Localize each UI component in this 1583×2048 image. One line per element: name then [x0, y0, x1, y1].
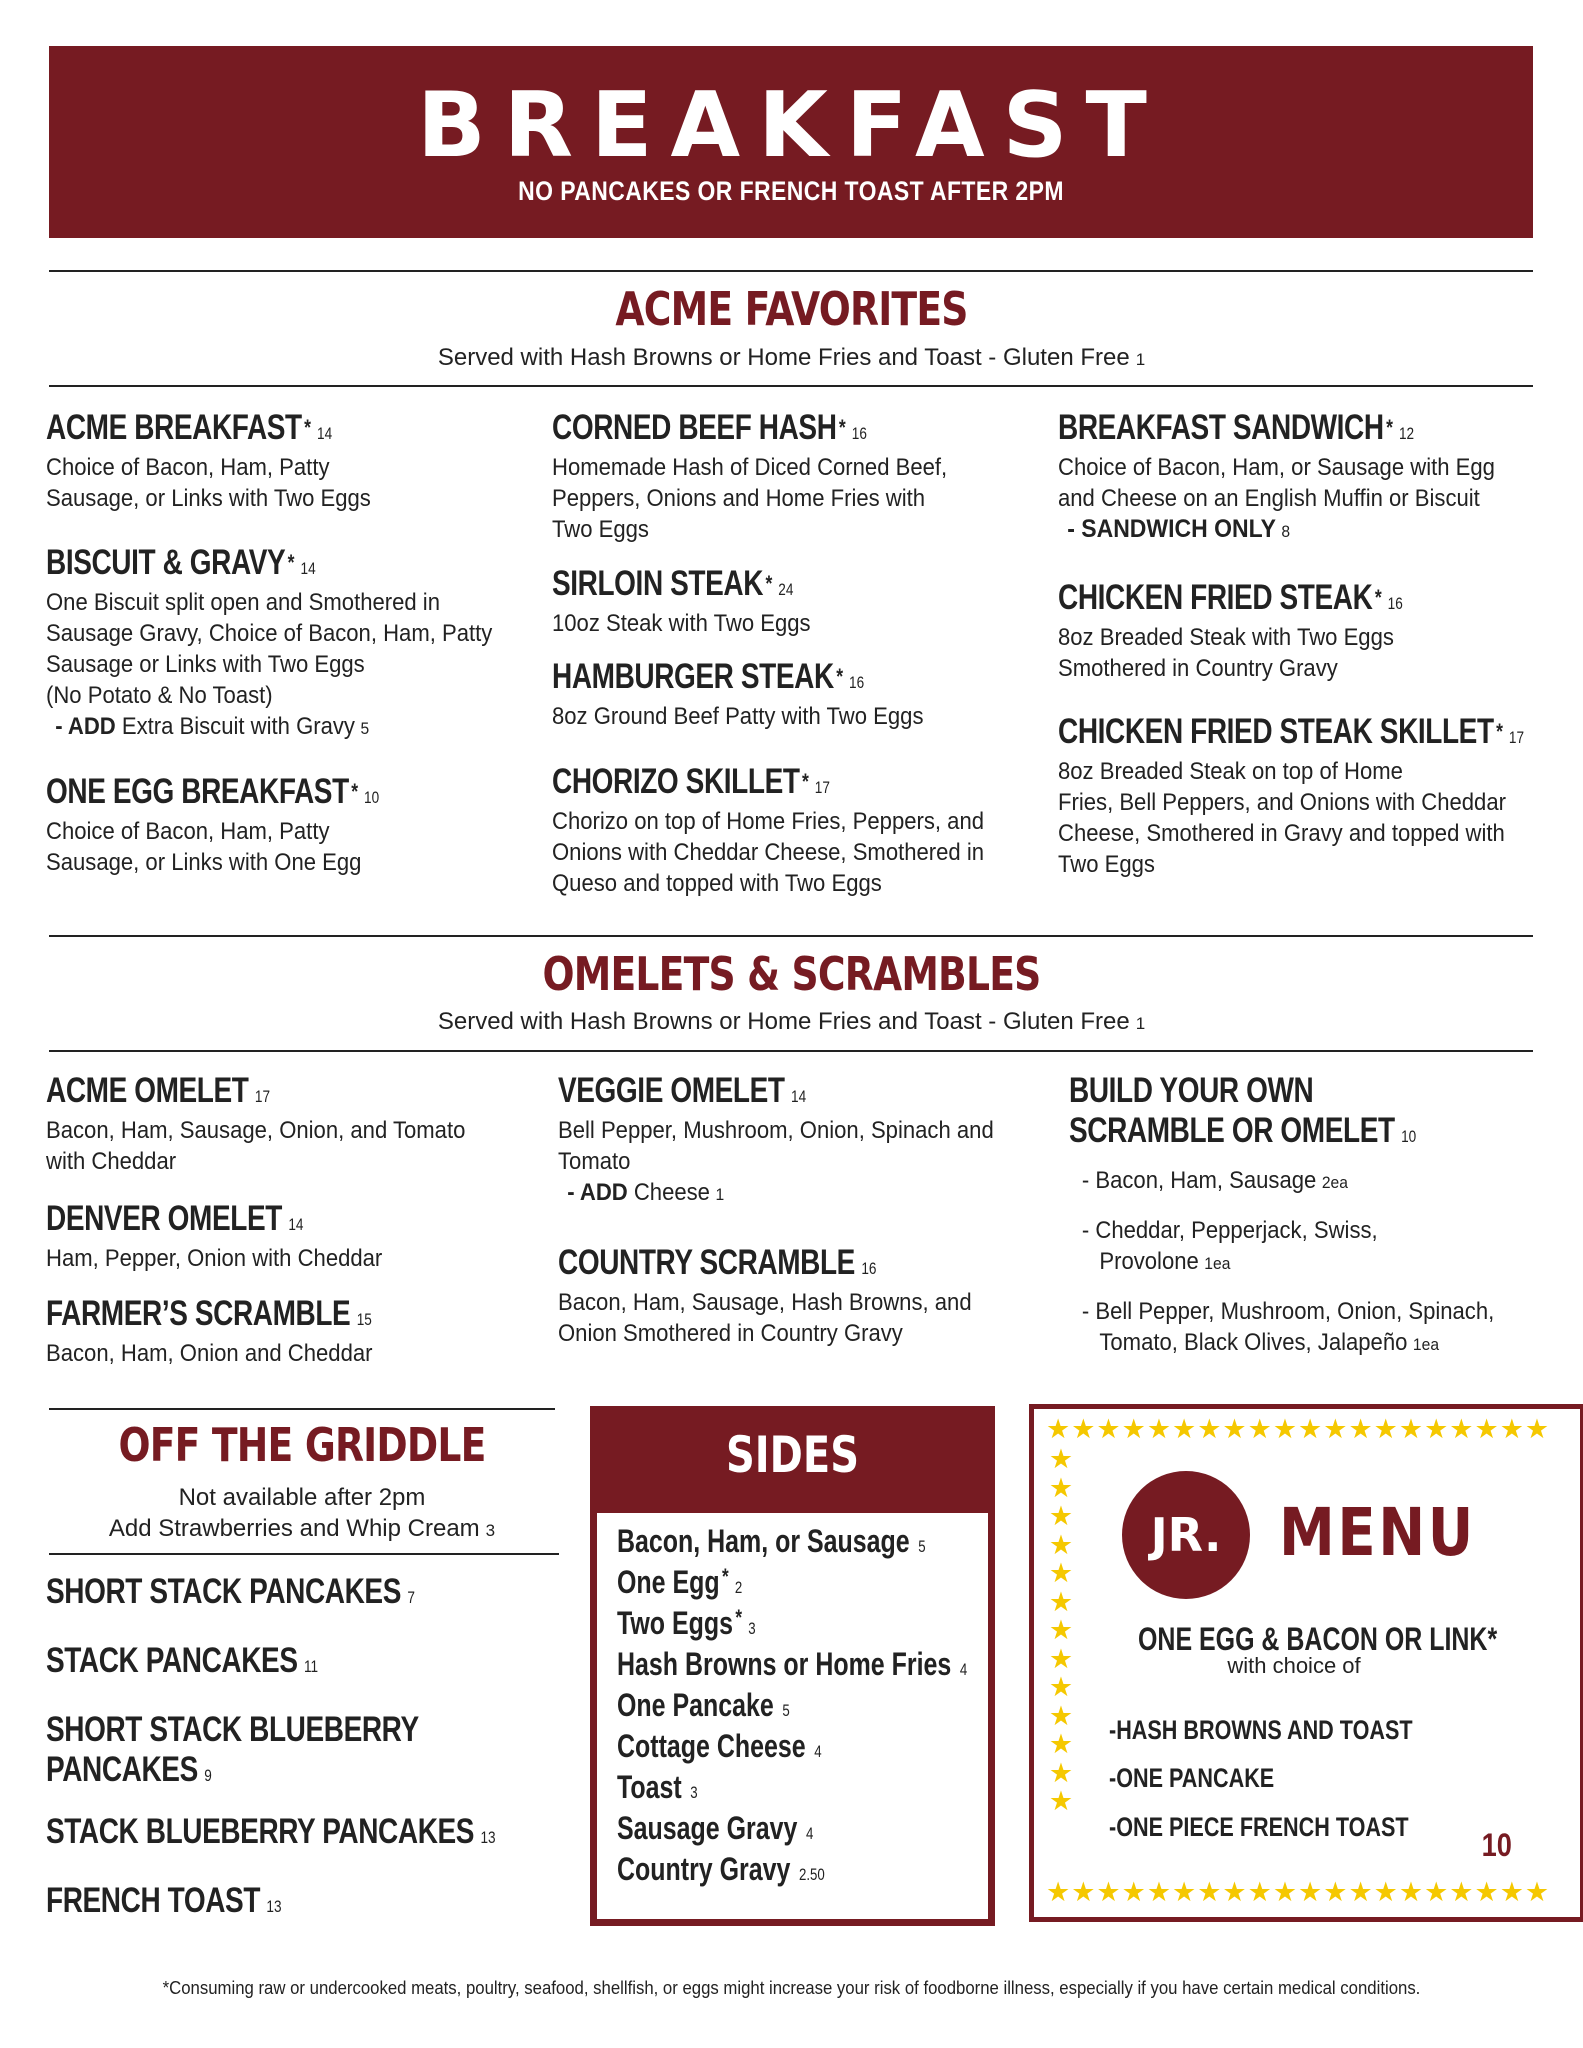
sides-box [590, 1406, 995, 1926]
menu-item: COUNTRY SCRAMBLE 16 Bacon, Ham, Sausage, Hash Browns, and Onion Smothered in Country Gravy [558, 1243, 972, 1347]
divider [49, 270, 1533, 272]
side-item: One Pancake 5 [617, 1687, 790, 1723]
divider [49, 1050, 1533, 1052]
divider [49, 1553, 559, 1555]
jr-option: -HASH BROWNS AND TOAST [1109, 1715, 1413, 1745]
menu-item: CHICKEN FRIED STEAK * 16 8oz Breaded Steak with Two Eggs Smothered in Country Gravy [1058, 578, 1403, 682]
menu-item: SHORT STACK BLUEBERRY PANCAKES 9 [46, 1710, 419, 1789]
menu-item: CHORIZO SKILLET * 17 Chorizo on top of Home Fries, Peppers, and Onions with Cheddar Cheese, Smothered in Queso and topped with Two Eggs [552, 762, 985, 897]
divider [49, 385, 1533, 387]
menu-item: BISCUIT & GRAVY * 14 One Biscuit split open and Smothered in Sausage Gravy, Choice of Bacon, Ham, Patty Sausage or Links with Two Eggs (No Potato & No Toast) - ADD Extra Biscuit with Gravy 5 [46, 543, 493, 740]
divider [49, 935, 1533, 937]
menu-item: DENVER OMELET 14 Ham, Pepper, Onion with Cheddar [46, 1199, 383, 1272]
jr-option: -ONE PIECE FRENCH TOAST [1109, 1812, 1409, 1842]
menu-item: CHICKEN FRIED STEAK SKILLET * 17 8oz Breaded Steak on top of Home Fries, Bell Peppers, and Onions with Cheddar Cheese, Smothered in Gravy and topped with Two Eggs [1058, 712, 1525, 878]
banner-subtitle: NO PANCAKES OR FRENCH TOAST AFTER 2PM [518, 176, 1064, 206]
menu-item: ACME OMELET 17 Bacon, Ham, Sausage, Onion, and Tomato with Cheddar [46, 1071, 466, 1175]
griddle-notes: Not available after 2pm Add Strawberries and Whip Cream 3 [108, 1484, 496, 1542]
menu-item: FRENCH TOAST 13 [46, 1881, 282, 1920]
menu-item: CORNED BEEF HASH * 16 Homemade Hash of Diced Corned Beef, Peppers, Onions and Home Fries with Two Eggs [552, 408, 948, 543]
favorites-subtitle: Served with Hash Browns or Home Fries and Toast - Gluten Free 1 [437, 344, 1146, 371]
side-item: Cottage Cheese 4 [617, 1728, 822, 1764]
omelets-title: OMELETS & SCRAMBLES [542, 947, 1041, 1001]
jr-option: -ONE PANCAKE [1109, 1763, 1275, 1793]
jr-heading: ONE EGG & BACON OR LINK* [1138, 1621, 1498, 1657]
footnote: *Consuming raw or undercooked meats, poultry, seafood, shellfish, or eggs might increase your risk of foodborne illness, especially if you have certain medical conditions. [162, 1978, 1421, 1998]
sides-title: SIDES [725, 1426, 860, 1484]
breakfast-banner [49, 46, 1533, 238]
jr-subheading: with choice of [1227, 1653, 1361, 1678]
menu-item: ONE EGG BREAKFAST * 10 Choice of Bacon, Ham, Patty Sausage, or Links with One Egg [46, 772, 380, 876]
side-item: Two Eggs * 3 [617, 1605, 756, 1641]
side-item: Country Gravy 2.50 [617, 1851, 825, 1887]
build-your-own: BUILD YOUR OWN SCRAMBLE OR OMELET 10 - Bacon, Ham, Sausage 2ea - Cheddar, Pepperjack, Swiss, Provolone 1ea - Bell Pepper, Mushroom, Onion, Spinach, Tomato, Black Olives, Jalapeño 1ea [1069, 1071, 1495, 1356]
jr-badge: JR. [1122, 1471, 1250, 1599]
star-border-top: ★★★★★★★★★★★★★★★★★★★★ [1046, 1414, 1551, 1444]
banner-title: BREAKFAST [417, 73, 1165, 178]
omelets-subtitle: Served with Hash Browns or Home Fries and Toast - Gluten Free 1 [437, 1008, 1146, 1035]
menu-item: VEGGIE OMELET 14 Bell Pepper, Mushroom, Onion, Spinach and Tomato - ADD Cheese 1 [558, 1071, 994, 1206]
jr-price: 10 [1481, 1827, 1512, 1863]
side-item: Toast 3 [617, 1769, 698, 1805]
side-item: One Egg * 2 [617, 1564, 743, 1600]
star-border-bottom: ★★★★★★★★★★★★★★★★★★★★ [1046, 1877, 1551, 1907]
menu-item: HAMBURGER STEAK * 16 8oz Ground Beef Patty with Two Eggs [552, 657, 924, 730]
menu-item: STACK PANCAKES 11 [46, 1641, 319, 1680]
side-item: Hash Browns or Home Fries 4 [617, 1646, 968, 1682]
menu-item: STACK BLUEBERRY PANCAKES 13 [46, 1812, 496, 1851]
star-border-left: ★ ★ ★ ★ ★ ★ ★ ★ ★ ★ ★ ★ ★ [1048, 1444, 1074, 1816]
menu-item: SHORT STACK PANCAKES 7 [46, 1572, 415, 1611]
sides-list [597, 1513, 988, 1919]
menu-item: SIRLOIN STEAK * 24 10oz Steak with Two Eggs [552, 564, 811, 637]
menu-item: FARMER’S SCRAMBLE 15 Bacon, Ham, Onion and Cheddar [46, 1294, 373, 1367]
jr-menu-box [1029, 1404, 1583, 1922]
divider [49, 1408, 555, 1410]
side-item: Sausage Gravy 4 [617, 1810, 814, 1846]
menu-item: BREAKFAST SANDWICH * 12 Choice of Bacon, Ham, or Sausage with Egg and Cheese on an English Muffin or Biscuit - SANDWICH ONLY 8 [1058, 408, 1495, 543]
jr-menu-word: MENU [1279, 1494, 1476, 1571]
griddle-title: OFF THE GRIDDLE [118, 1418, 486, 1472]
favorites-title: ACME FAVORITES [615, 282, 968, 336]
side-item: Bacon, Ham, or Sausage 5 [617, 1523, 926, 1559]
menu-item: ACME BREAKFAST * 14 Choice of Bacon, Ham, Patty Sausage, or Links with Two Eggs [46, 408, 371, 512]
